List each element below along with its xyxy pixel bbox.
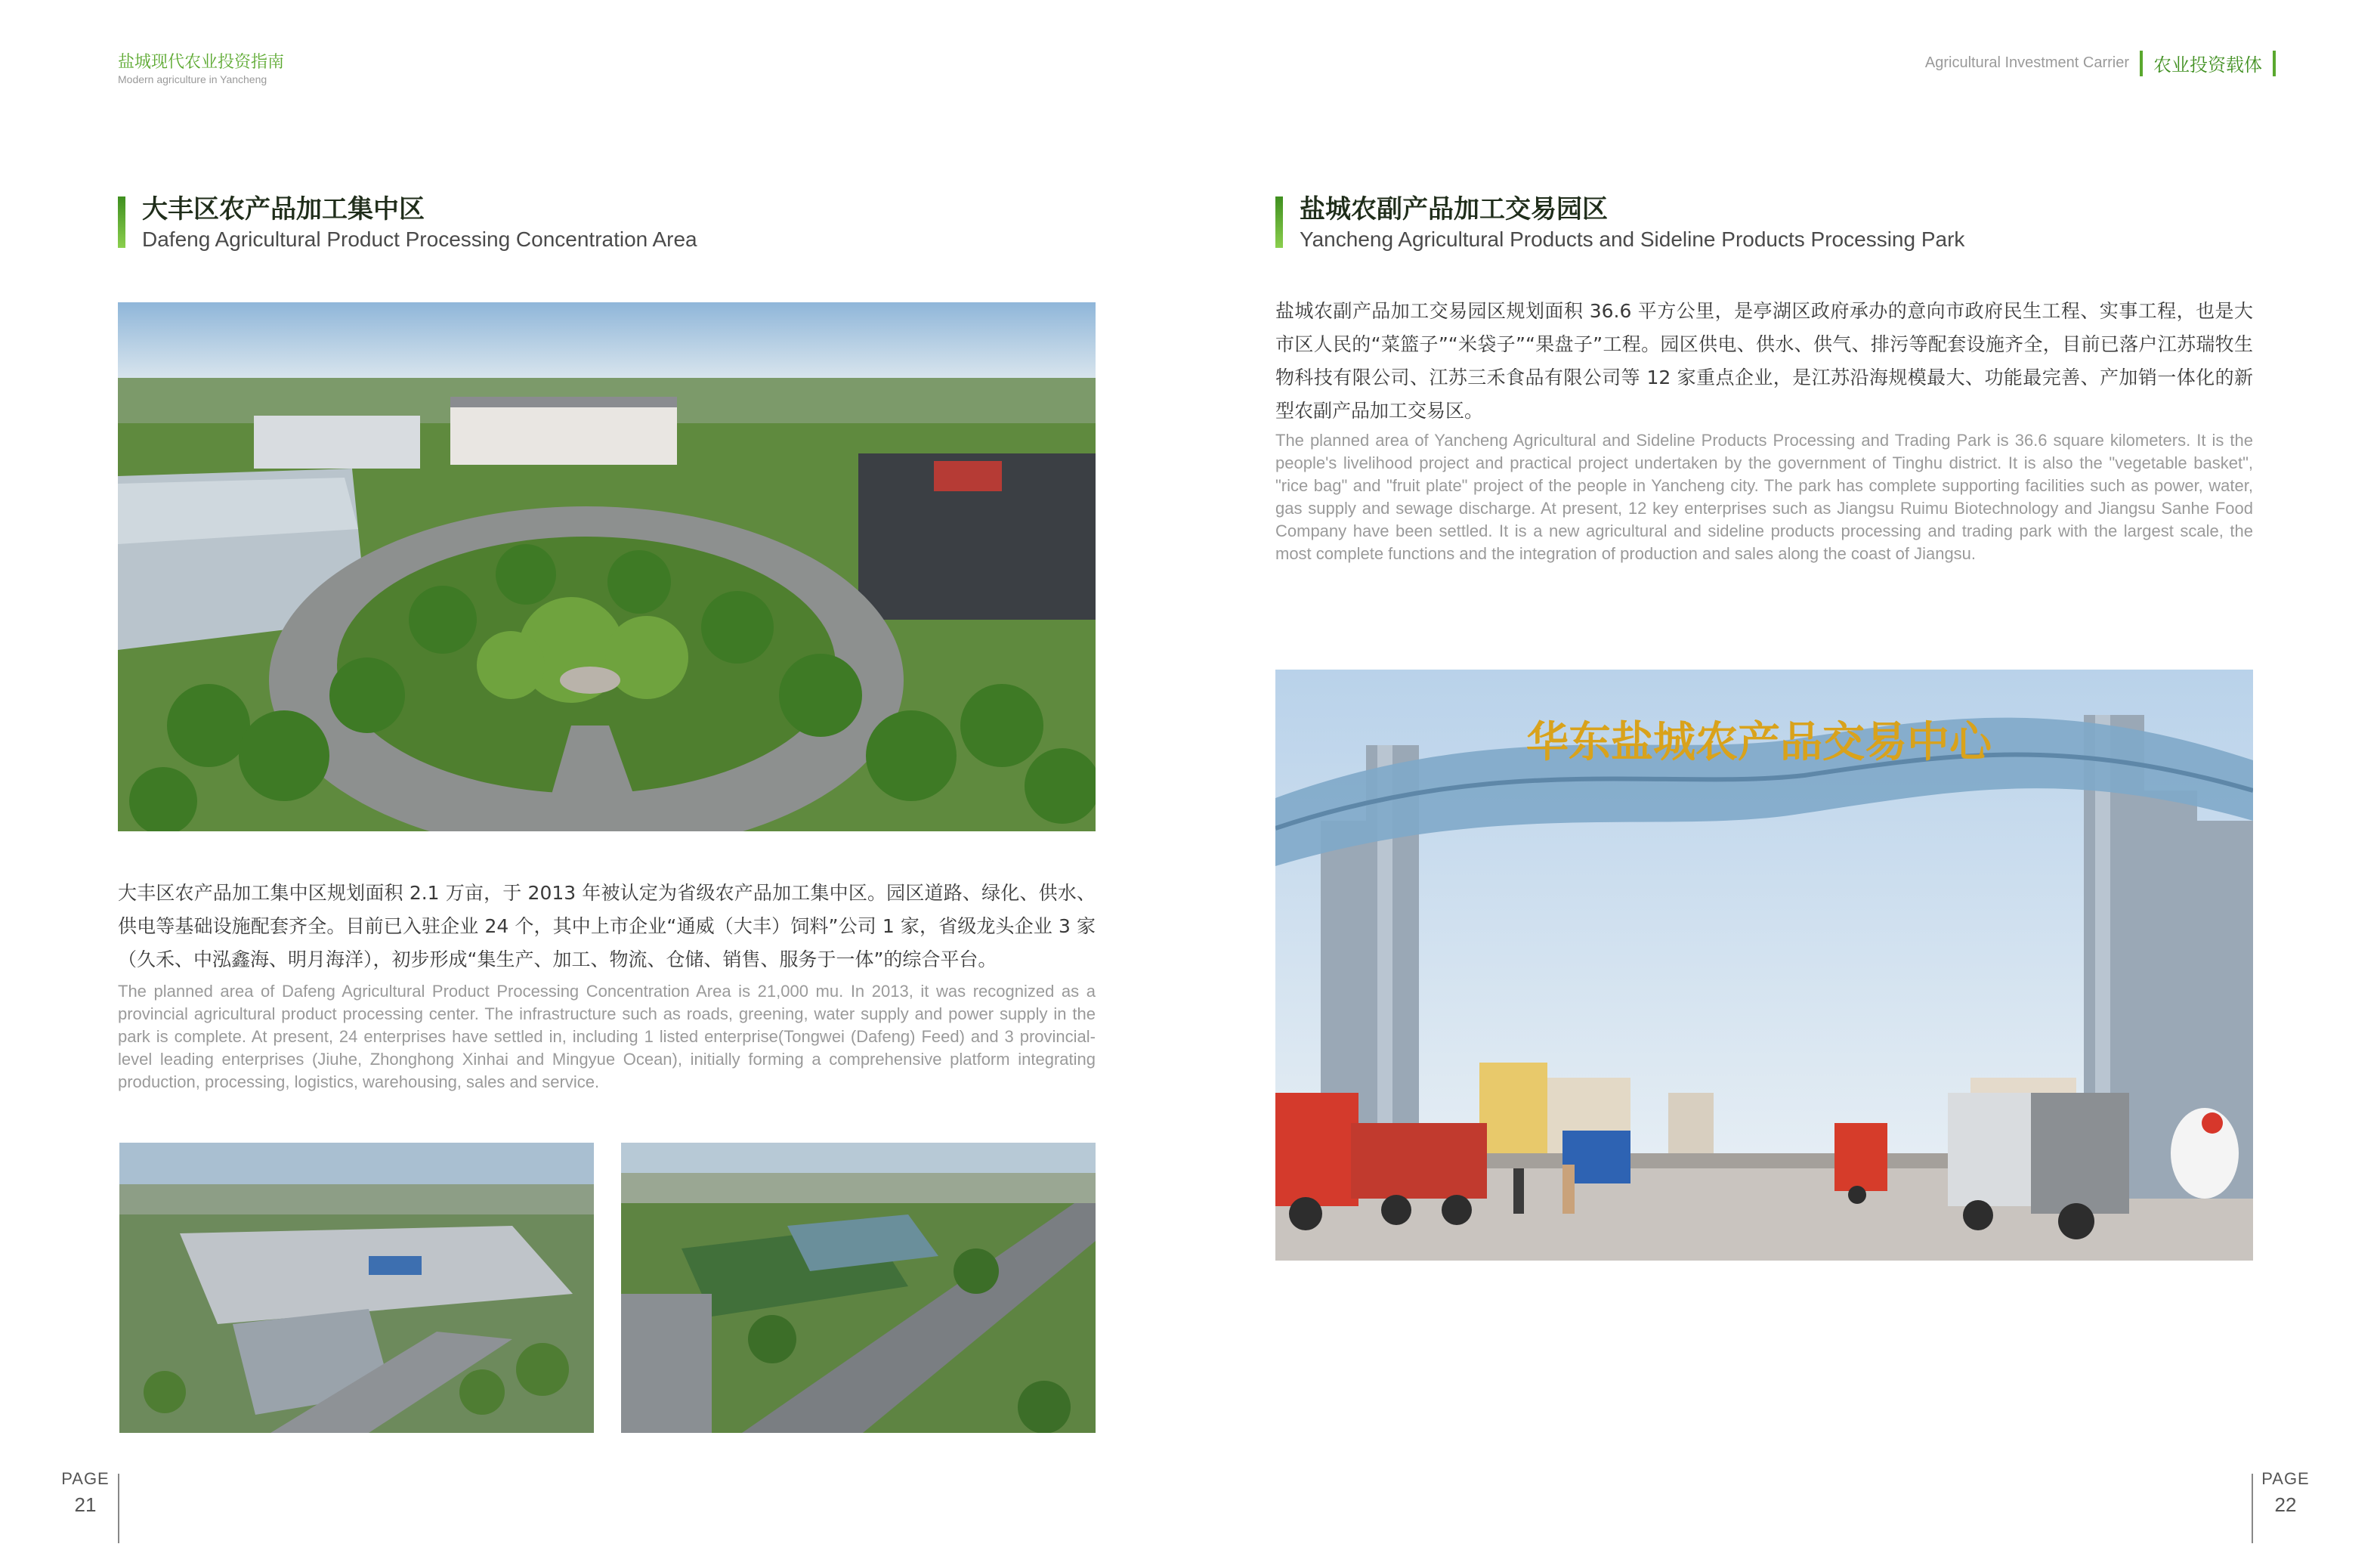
left-body-cn: 大丰区农产品加工集中区规划面积 2.1 万亩，于 2013 年被认定为省级农产品加工集中区。园区道路、绿化、供水、供电等基础设施配套齐全。目前已入驻企业 24 个，其中上市企业“通威（大丰）饲料”公司 1 家，省级龙头企业 3 家（久禾、中泓鑫海、明月海洋），初步形成“集生产、加工、物流、仓储、销售、服务于一体”的综合平台。 <box>118 882 1096 970</box>
left-title-cn: 大丰区农产品加工集中区 <box>142 194 425 224</box>
page-label: PAGE <box>2261 1469 2310 1488</box>
section-name-en: Agricultural Investment Carrier <box>1924 54 2129 71</box>
header-divider-end <box>2273 51 2276 76</box>
page-number-right <box>2259 1469 2312 1517</box>
dafeng-park-aerial-photo <box>118 302 1096 831</box>
left-title-en: Dafeng Agricultural Product Processing Concentration Area <box>142 227 697 251</box>
page-number-left <box>59 1469 112 1517</box>
title-accent-bar <box>1275 196 1283 248</box>
section-name-cn: 农业投资载体 <box>2153 54 2262 76</box>
left-section-title <box>118 193 697 252</box>
guide-title-en: Modern agriculture in Yancheng <box>118 73 267 86</box>
page-number-value: 21 <box>74 1493 97 1516</box>
running-header-left <box>118 53 284 87</box>
right-body-en: The planned area of Yancheng Agricultural and Sideline Products Processing and Trading Park is 36.6 square kilometers. It is the people's livelihood project and practical project undertaken by the government of Tinghu district. It is also the "vegetable basket", "rice bag" and "fruit plate" project of the people in Yancheng city. The park has complete supporting facilities such as power, water, gas supply and sewage discharge. At present, 12 key enterprises such as Jiangsu Ruimu Biotechnology and Jiangsu Sanhe Food Company have been settled. It is a new agricultural and sideline products processing and trading park with the largest scale, the most complete functions and the integration of production and sales along the coast of Jiangsu. <box>1275 431 2253 563</box>
right-title-en: Yancheng Agricultural Products and Sideline Products Processing Park <box>1300 227 1965 251</box>
page-divider-left <box>118 1474 119 1543</box>
page-number-value: 22 <box>2274 1493 2297 1516</box>
factory-aerial-photo <box>119 1143 594 1433</box>
gate-sign-text: 华东盐城农产品交易中心 <box>1526 717 1992 767</box>
right-body-cn: 盐城农副产品加工交易园区规划面积 36.6 平方公里，是亭湖区政府承办的意向市政府民生工程、实事工程，也是大市区人民的“菜篮子”“米袋子”“果盘子”工程。园区供电、供水、供气、排污等配套设施齐全，目前已落户江苏瑞牧生物科技有限公司、江苏三禾食品有限公司等 12 家重点企业，是江苏沿海规模最大、功能最完善、产加销一体化的新型农副产品加工交易区。 <box>1275 300 2253 422</box>
right-section-title <box>1275 193 1964 252</box>
running-header-right <box>1925 50 2276 76</box>
title-accent-bar <box>118 196 125 248</box>
guide-title-cn: 盐城现代农业投资指南 <box>118 53 285 72</box>
page-divider-right <box>2252 1474 2253 1543</box>
processing-zone-aerial-photo <box>621 1143 1096 1433</box>
header-divider <box>2140 51 2143 76</box>
right-title-cn: 盐城农副产品加工交易园区 <box>1300 194 1608 224</box>
page-label: PAGE <box>61 1469 110 1488</box>
left-body-en: The planned area of Dafeng Agricultural Product Processing Concentration Area is 21,000 mu. In 2013, it was recognized as a provincial agricultural product processing center. The infrastructure such as roads, greening, water supply and power supply in the park is complete. At present, 24 enterprises have settled in, including 1 listed enterprise(Tongwei (Dafeng) Feed) and 3 provincial-level leading enterprises (Jiuhe, Zhonghong Xinhai and Mingyue Ocean), initially forming a comprehensive platform integrating production, processing, logistics, warehousing, sales and service. <box>118 982 1096 1091</box>
trading-center-gate-photo <box>1275 670 2253 1261</box>
